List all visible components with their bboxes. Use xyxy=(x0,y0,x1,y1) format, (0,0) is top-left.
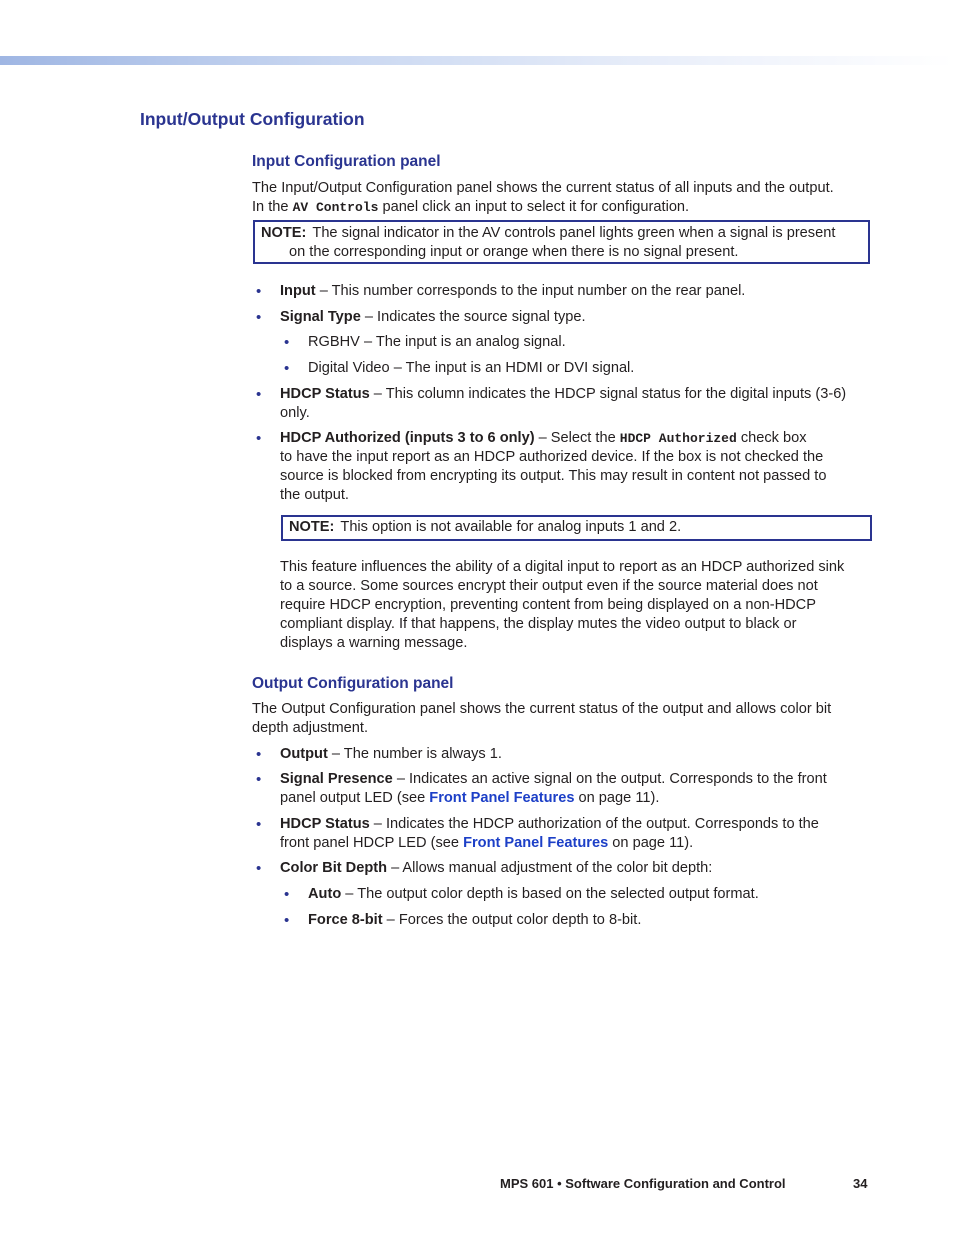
bullet-signal-presence xyxy=(280,770,875,808)
sub-bullet-digital: Digital Video – The input is an HDMI or DVI signal. xyxy=(308,360,635,376)
desc-hdcp-status-1: – This column indicates the HDCP signal status for the digital inputs (3-6) xyxy=(369,386,847,402)
desc-output-hdcp-2b: on page 11). xyxy=(608,835,694,851)
term-output: Output xyxy=(280,746,328,762)
output-intro xyxy=(252,700,872,738)
desc-hdcp-status-2: only. xyxy=(280,405,310,421)
desc-hdcp-auth-1b: check box xyxy=(736,430,807,446)
sub-bullet-dot: • xyxy=(284,886,290,903)
footer-title: MPS 601 • Software Configuration and Control xyxy=(500,1176,786,1191)
desc-presence-1: – Indicates an active signal on the output. Corresponds to the front xyxy=(392,771,827,787)
sub-bullet-force-8bit xyxy=(308,911,641,930)
bullet-output xyxy=(280,745,502,764)
sub-bullet-dot: • xyxy=(284,360,290,377)
input-config-heading: Input Configuration panel xyxy=(252,153,441,170)
output-config-heading: Output Configuration panel xyxy=(252,675,454,692)
note-label: NOTE: xyxy=(289,519,335,535)
desc-hdcp-auth-3: source is blocked from encrypting its output. This may result in content not passed to xyxy=(280,468,827,484)
input-intro-line2b: panel click an input to select it for configuration. xyxy=(378,199,690,215)
output-intro-line2: depth adjustment. xyxy=(252,720,369,736)
desc-force-8bit: – Forces the output color depth to 8-bit. xyxy=(382,912,642,928)
term-signal-type: Signal Type xyxy=(280,309,361,325)
desc-signal-type: – Indicates the source signal type. xyxy=(360,309,586,325)
note-signal-indicator xyxy=(253,220,870,264)
desc-color-bit-depth: – Allows manual adjustment of the color bit depth: xyxy=(387,860,713,876)
sub-bullet-auto xyxy=(308,885,759,904)
av-controls-label: AV Controls xyxy=(292,200,379,215)
bullet-hdcp-status xyxy=(280,385,875,423)
page-heading: Input/Output Configuration xyxy=(140,109,365,129)
note-analog-inputs xyxy=(281,515,872,541)
feature-line2: to a source. Some sources encrypt their output even if the source material does not xyxy=(280,578,818,594)
feature-paragraph xyxy=(280,558,875,653)
desc-output-hdcp-1: – Indicates the HDCP authorization of the output. Corresponds to the xyxy=(369,816,819,832)
front-panel-features-link[interactable]: Front Panel Features xyxy=(429,790,575,806)
bullet-hdcp-authorized xyxy=(280,429,875,505)
sub-bullet-dot: • xyxy=(284,334,290,351)
desc-hdcp-auth-4: the output. xyxy=(280,487,349,503)
input-intro-line1: The Input/Output Configuration panel shows the current status of all inputs and the output. xyxy=(252,180,834,196)
feature-line5: displays a warning message. xyxy=(280,635,468,651)
bullet-input xyxy=(280,282,745,301)
term-auto: Auto xyxy=(308,886,342,902)
sub-bullet-rgbhv: RGBHV – The input is an analog signal. xyxy=(308,334,566,350)
front-panel-features-link[interactable]: Front Panel Features xyxy=(463,835,609,851)
desc-hdcp-auth-1a: – Select the xyxy=(534,430,620,446)
bullet-dot: • xyxy=(256,816,262,833)
note-text-line1: The signal indicator in the AV controls panel lights green when a signal is present xyxy=(312,225,836,241)
term-input: Input xyxy=(280,283,316,299)
feature-line3: require HDCP encryption, preventing content from being displayed on a non-HDCP xyxy=(280,597,816,613)
note-text-line2: on the corresponding input or orange when there is no signal present. xyxy=(289,244,739,260)
bullet-dot: • xyxy=(256,746,262,763)
input-intro xyxy=(252,179,872,217)
desc-output: – The number is always 1. xyxy=(327,746,502,762)
desc-presence-2b: on page 11). xyxy=(574,790,660,806)
note-analog-text: This option is not available for analog inputs 1 and 2. xyxy=(340,519,682,535)
feature-line4: compliant display. If that happens, the display mutes the video output to black or xyxy=(280,616,797,632)
bullet-output-hdcp-status xyxy=(280,815,875,853)
term-output-hdcp-status: HDCP Status xyxy=(280,816,370,832)
term-hdcp-authorized: HDCP Authorized (inputs 3 to 6 only) xyxy=(280,430,535,446)
bullet-dot: • xyxy=(256,283,262,300)
bullet-signal-type xyxy=(280,308,586,327)
term-color-bit-depth: Color Bit Depth xyxy=(280,860,388,876)
hdcp-authorized-checkbox-label: HDCP Authorized xyxy=(619,431,737,446)
feature-line1: This feature influences the ability of a digital input to report as an HDCP authorized sink xyxy=(280,559,845,575)
bullet-dot: • xyxy=(256,430,262,447)
header-gradient-bar xyxy=(0,56,954,65)
desc-input: – This number corresponds to the input number on the rear panel. xyxy=(315,283,746,299)
output-intro-line1: The Output Configuration panel shows the current status of the output and allows color bit xyxy=(252,701,832,717)
desc-hdcp-auth-2: to have the input report as an HDCP authorized device. If the box is not checked the xyxy=(280,449,824,465)
desc-presence-2a: panel output LED (see xyxy=(280,790,430,806)
bullet-dot: • xyxy=(256,771,262,788)
sub-bullet-dot: • xyxy=(284,912,290,929)
bullet-color-bit-depth xyxy=(280,859,712,878)
desc-output-hdcp-2a: front panel HDCP LED (see xyxy=(280,835,464,851)
bullet-dot: • xyxy=(256,386,262,403)
page-number: 34 xyxy=(853,1176,868,1191)
term-hdcp-status: HDCP Status xyxy=(280,386,370,402)
input-intro-line2a: In the xyxy=(252,199,293,215)
term-force-8bit: Force 8-bit xyxy=(308,912,383,928)
bullet-dot: • xyxy=(256,860,262,877)
bullet-dot: • xyxy=(256,309,262,326)
term-signal-presence: Signal Presence xyxy=(280,771,393,787)
desc-auto: – The output color depth is based on the selected output format. xyxy=(341,886,759,902)
note-label: NOTE: xyxy=(261,225,307,241)
